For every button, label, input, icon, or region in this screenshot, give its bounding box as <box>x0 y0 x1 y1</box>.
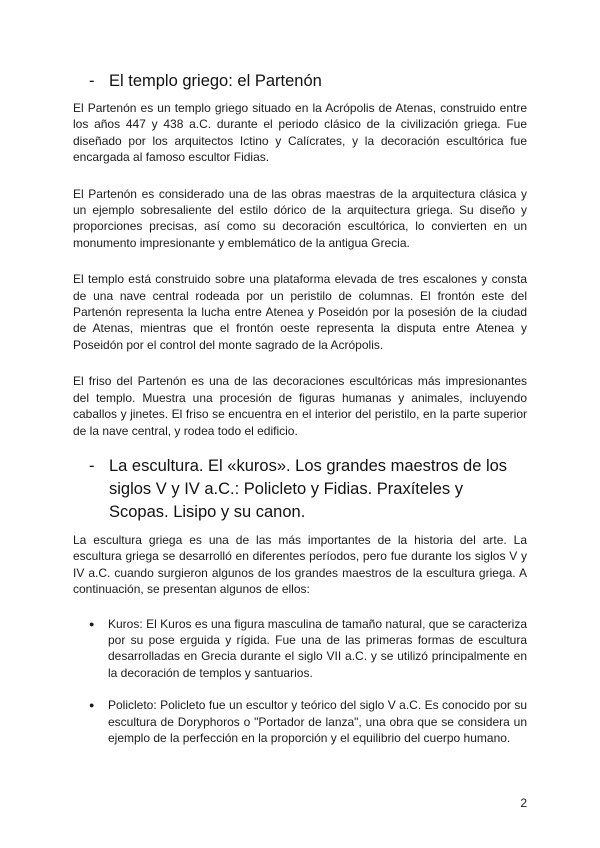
sculptors-list <box>73 616 527 747</box>
list-item-text: Policleto: Policleto fue un escultor y teórico del siglo V a.C. Es conocido por su escultura de Doryphoros o "Portador de lanza", una obra que se considera un ejemplo de la perfección en la proporción y el equilibrio del cuerpo humano. <box>108 698 527 745</box>
bullet-marker: ● <box>89 700 95 711</box>
page-number: 2 <box>520 796 527 810</box>
paragraph: El Partenón es un templo griego situado en la Acrópolis de Atenas, construido entre los años 447 y 438 a.C. durante el periodo clásico de la civilización griega. Fue diseñado por los arquitectos Ictino y Calícrates, y la decoración escultórica fue encargada al famoso escultor Fidias. <box>73 101 527 165</box>
heading-dash: - <box>89 72 95 90</box>
heading-text: La escultura. El «kuros». Los grandes maestros de los siglos V y IV a.C.: Policleto y Fidias. Praxíteles y Scopas. Lisipo y su canon. <box>109 456 508 521</box>
paragraph: La escultura griega es una de las más importantes de la historia del arte. La escultura griega se desarrolló en diferentes períodos, pero fue durante los siglos V y IV a.C. cuando surgieron algunos de los grandes maestros de la escultura griega. A continuación, se presentan algunos de ellos: <box>73 532 527 597</box>
bullet-marker: ● <box>89 618 95 629</box>
paragraph: El friso del Partenón es una de las decoraciones escultóricas más impresionantes del templo. Muestra una procesión de figuras humanas y animales, incluyendo caballos y jinetes. El friso se encuentra en el interior del peristilo, en la parte superior de la nave central, y rodea todo el edificio. <box>73 374 527 438</box>
list-item-text: Kuros: El Kuros es una figura masculina de tamaño natural, que se caracteriza por su pose erguida y rígida. Fue una de las primeras formas de escultura desarrolladas en Grecia durante el siglo VII a.C. y se utilizó principalmente en la decoración de templos y santuarios. <box>108 616 527 680</box>
list-item <box>73 697 527 746</box>
document-page <box>73 70 527 762</box>
paragraph: El Partenón es considerado una de las obras maestras de la arquitectura clásica y un ejemplo sobresaliente del estilo dórico de la arquitectura griega. Su diseño y proporciones precisas, así como su decoración escultórica, lo convierten en un monumento impresionante y emblemático de la antigua Grecia. <box>73 186 527 250</box>
heading-dash: - <box>89 456 95 475</box>
section-heading-escultura <box>73 455 527 524</box>
list-item <box>73 616 527 682</box>
heading-text: El templo griego: el Partenón <box>109 72 322 90</box>
paragraph: El templo está construido sobre una plataforma elevada de tres escalones y consta de una nave central rodeada por un peristilo de columnas. El frontón este del Partenón representa la lucha entre Atenea y Poseidón por la posesión de la ciudad de Atenas, mientras que el frontón oeste representa la disputa entre Atenea y Poseidón por el control del monte sagrado de la Acrópolis. <box>73 272 527 352</box>
section-heading-partenon <box>73 70 527 92</box>
